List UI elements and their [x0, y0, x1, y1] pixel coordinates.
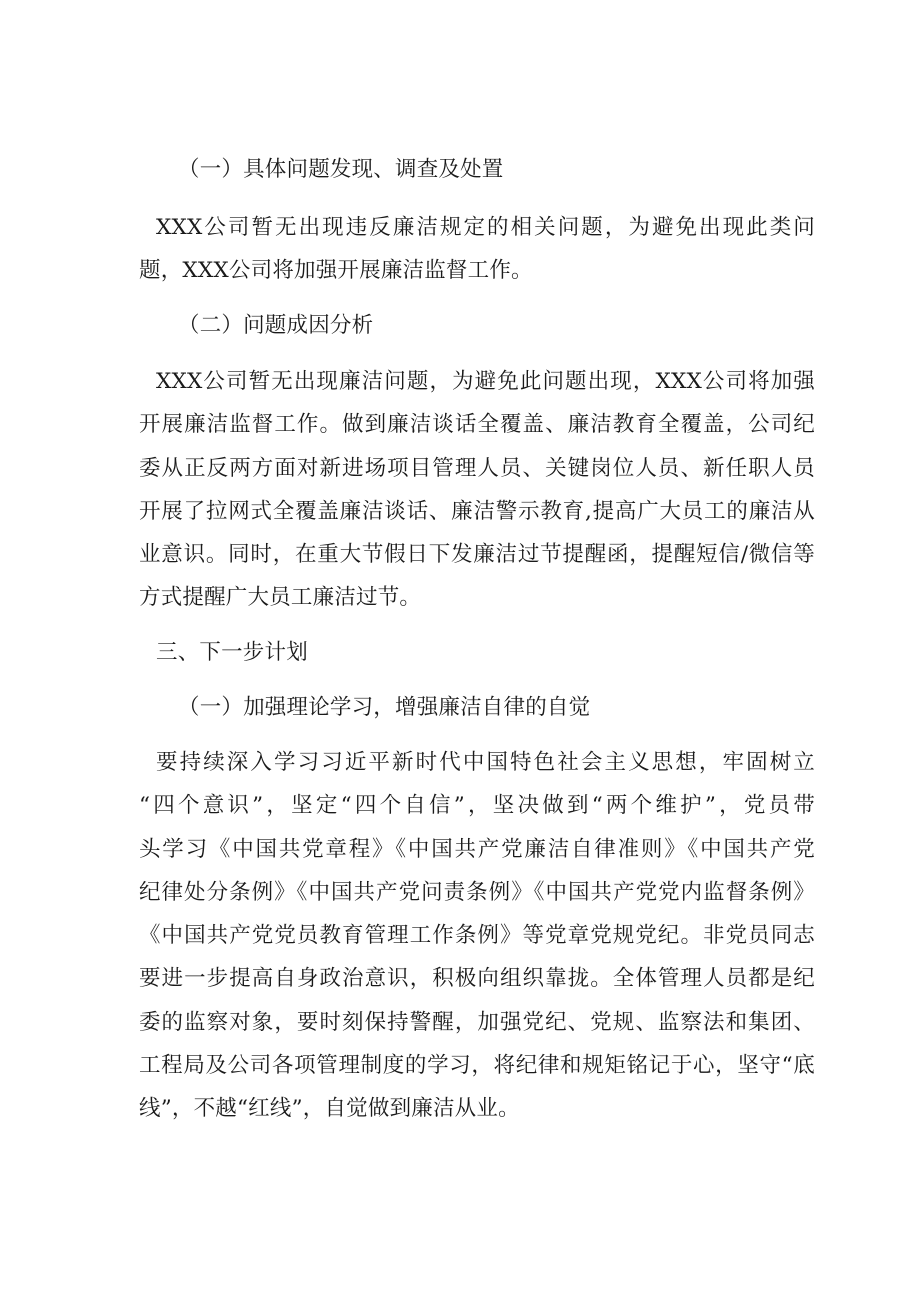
paragraph-line: XXX公司暂无出现廉洁问题，为避免此问题出现，XXX公司将加强 — [156, 369, 815, 394]
paragraph-line: 题，XXX公司将加强开展廉洁监督工作。 — [139, 258, 533, 283]
section-heading: 三、下一步计划 — [156, 640, 308, 665]
paragraph-line: 开展廉洁监督工作。做到廉洁谈话全覆盖、廉洁教育全覆盖，公司纪 — [139, 412, 815, 437]
section-heading: （二）问题成因分析 — [178, 313, 374, 338]
paragraph-line: “四个意识”，坚定“四个自信”，坚决做到“两个维护”，党员带 — [139, 793, 815, 818]
paragraph-line: 委从正反两方面对新进场项目管理人员、关键岗位人员、新任职人员 — [139, 456, 815, 481]
paragraph-line: 工程局及公司各项管理制度的学习，将纪律和规矩铭记于心，坚守“底 — [139, 1053, 815, 1078]
paragraph-line: 线”，不越“红线”，自觉做到廉洁从业。 — [139, 1096, 520, 1121]
section-heading: （一）加强理论学习，增强廉洁自律的自觉 — [178, 695, 591, 720]
section-heading: （一）具体问题发现、调查及处置 — [178, 157, 504, 182]
paragraph-line: 头学习《中国共党章程》《中国共产党廉洁自律准则》《中国共产党 — [139, 837, 815, 862]
paragraph-line: 开展了拉网式全覆盖廉洁谈话、廉洁警示教育,提高广大员工的廉洁从 — [139, 499, 815, 524]
paragraph-line: 业意识。同时，在重大节假日下发廉洁过节提醒函，提醒短信/微信等 — [139, 542, 815, 567]
paragraph-line: 方式提醒广大员工廉洁过节。 — [139, 585, 422, 610]
paragraph-line: 《中国共产党党员教育管理工作条例》等党章党规党纪。非党员同志 — [139, 923, 815, 948]
paragraph-line: XXX公司暂无出现违反廉洁规定的相关问题，为避免出现此类问 — [156, 215, 815, 240]
paragraph-line: 要持续深入学习习近平新时代中国特色社会主义思想，牢固树立 — [156, 750, 815, 775]
paragraph-line: 委的监察对象，要时刻保持警醒，加强党纪、党规、监察法和集团、 — [139, 1010, 815, 1035]
paragraph-line: 要进一步提高自身政治意识，积极向组织靠拢。全体管理人员都是纪 — [139, 966, 815, 991]
paragraph-line: 纪律处分条例》《中国共产党问责条例》《中国共产党党内监督条例》 — [139, 880, 815, 905]
